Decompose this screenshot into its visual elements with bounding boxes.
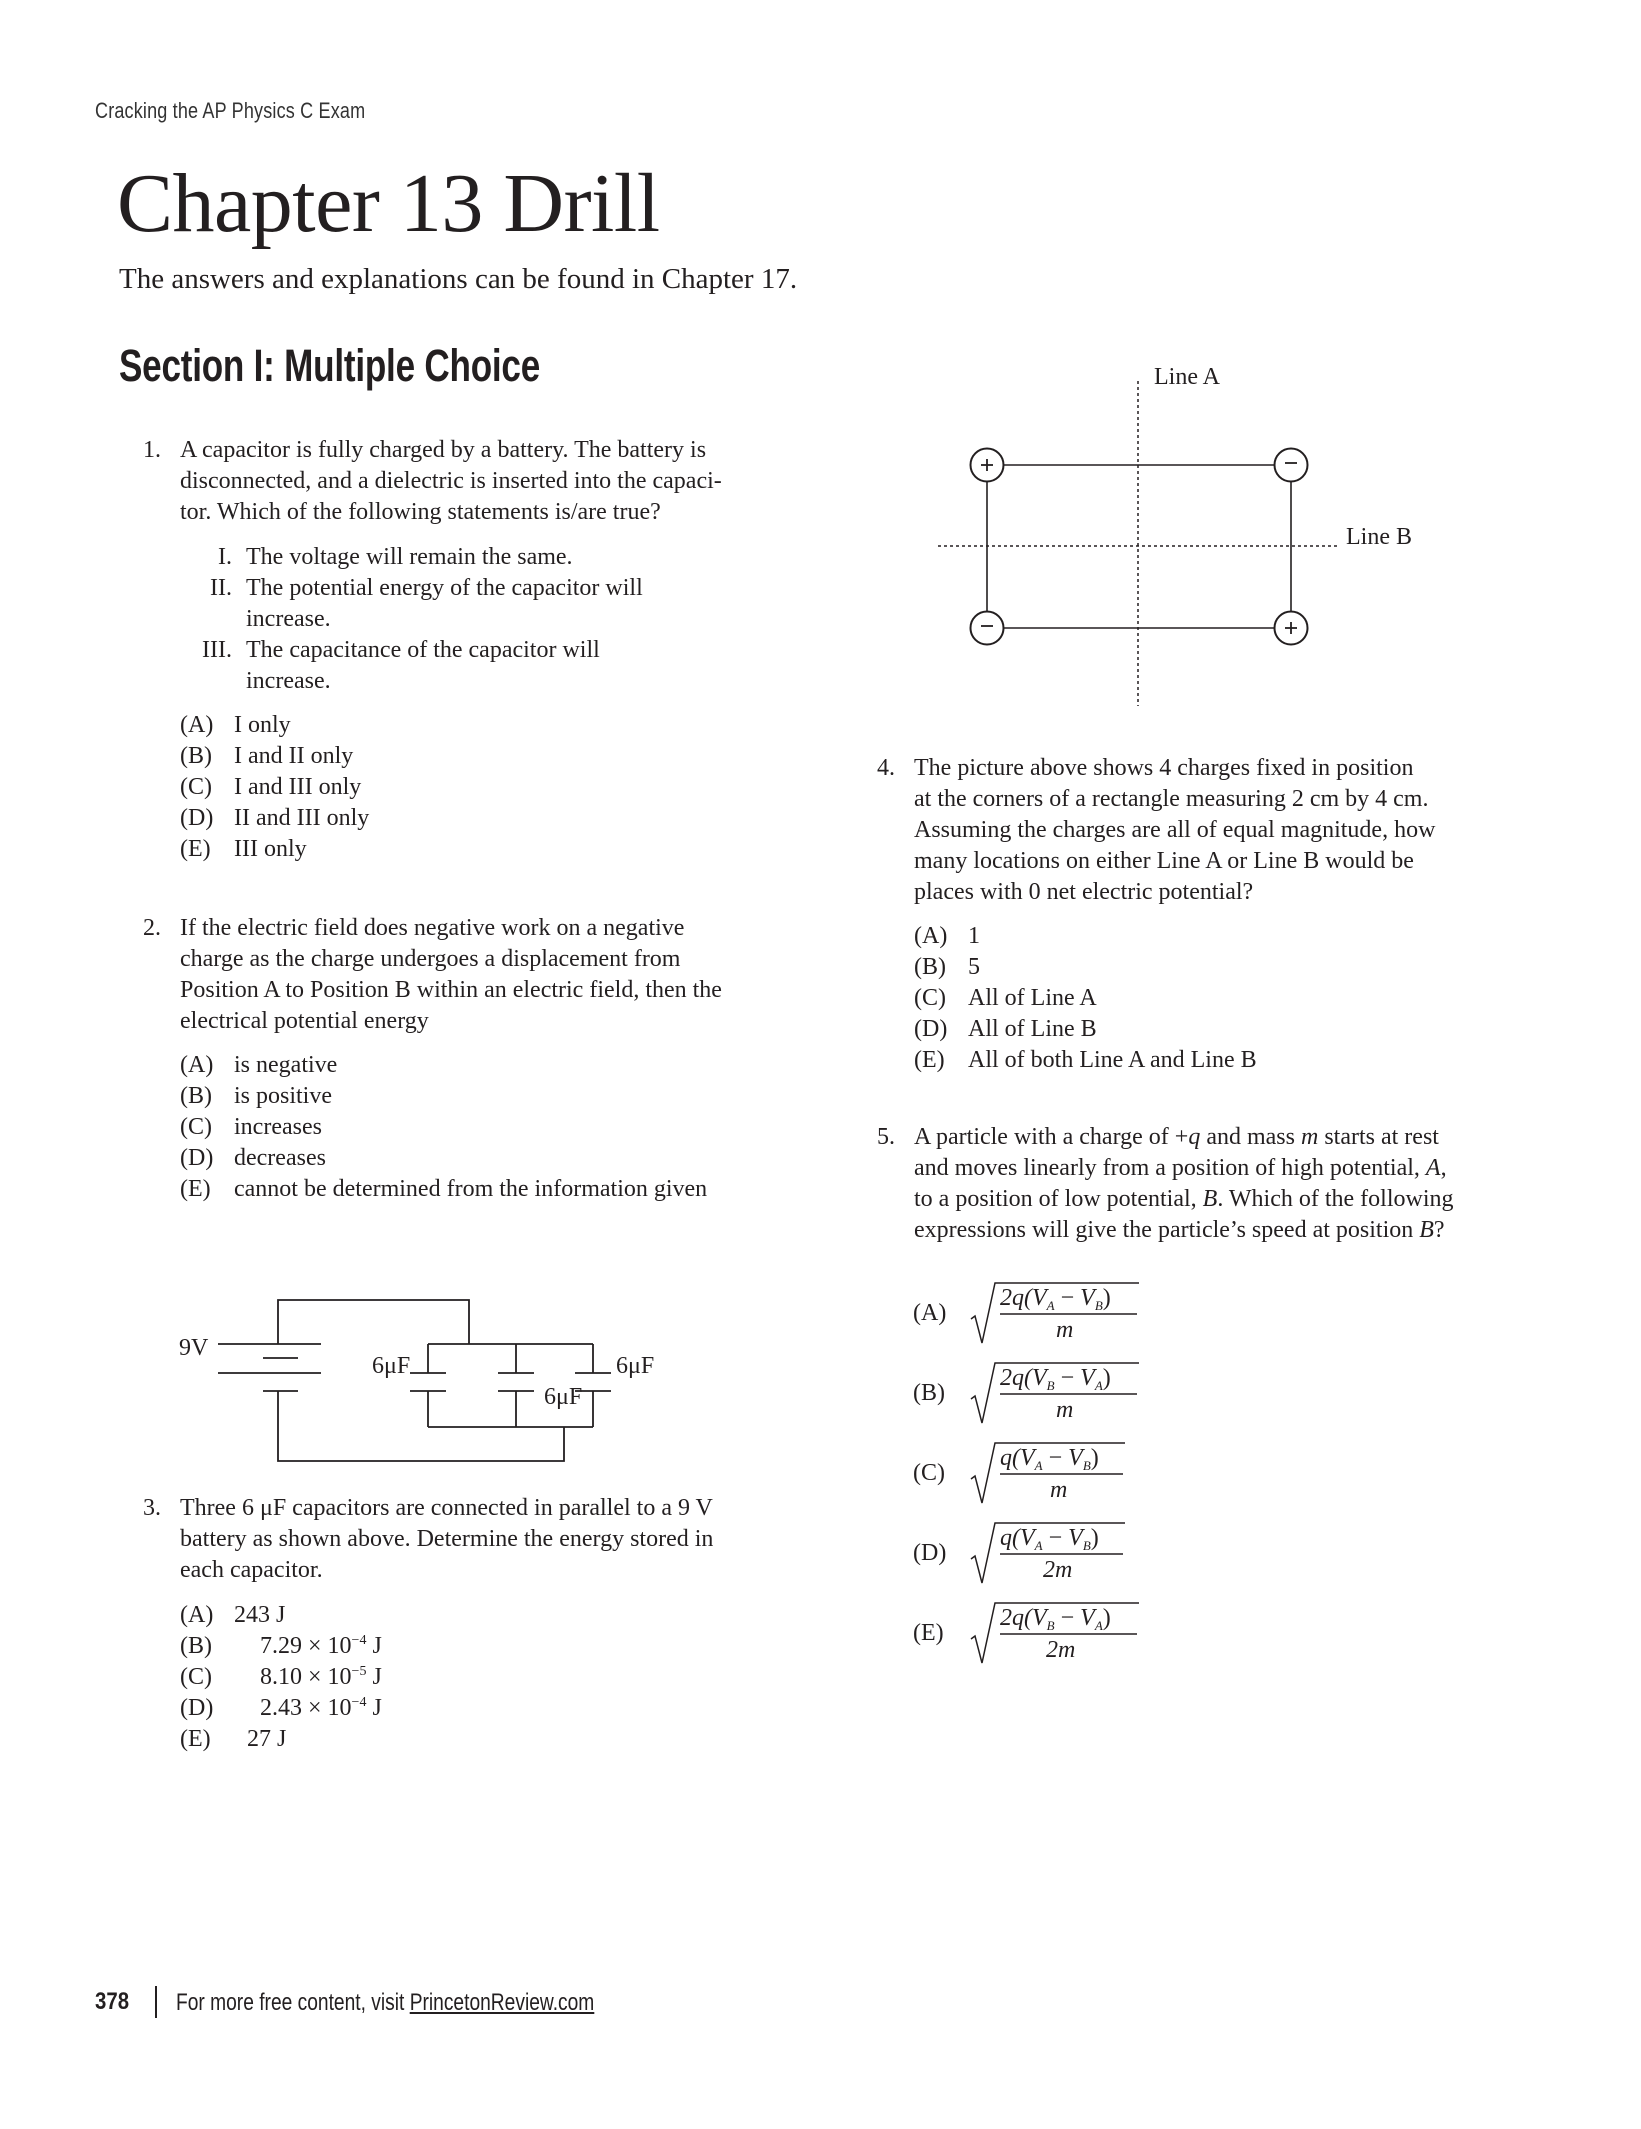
operator: −: [1054, 1285, 1081, 1311]
stem-line: disconnected, and a dielectric is inserted into the capaci-: [180, 468, 722, 494]
variable: V: [1032, 1365, 1047, 1391]
choice-label: (C): [180, 1664, 212, 1690]
stem-line: Three 6 μF capacitors are connected in parallel to a 9 V: [180, 1495, 713, 1521]
subscript: B: [1094, 1298, 1103, 1313]
statement-text: The capacitance of the capacitor will: [246, 637, 600, 663]
stem-text: ?: [1433, 1217, 1445, 1243]
unit: J: [366, 1664, 382, 1690]
variable-q: q: [1188, 1124, 1201, 1150]
statement-text: The potential energy of the capacitor will: [246, 575, 643, 601]
paren: ): [1102, 1285, 1111, 1311]
question-4: [877, 753, 1517, 1083]
question-number: 1.: [143, 437, 161, 463]
paren: ): [1102, 1605, 1111, 1631]
statement-text: The voltage will remain the same.: [246, 544, 573, 570]
choice-a[interactable]: [914, 921, 980, 952]
question-number: 4.: [877, 755, 895, 781]
unit: J: [366, 1695, 382, 1721]
stem-text: to a position of low potential,: [914, 1186, 1203, 1212]
choice-e[interactable]: [180, 1724, 287, 1755]
stem-text: expressions will give the particle’s speed at position: [914, 1217, 1420, 1243]
variable: V: [1080, 1365, 1095, 1391]
variable: V: [1068, 1525, 1083, 1551]
chapter-title: Chapter 13 Drill: [117, 157, 660, 250]
choice-d[interactable]: [913, 1523, 1153, 1583]
footer-text: For more free content, visit: [176, 1989, 410, 2016]
subscript: A: [1034, 1538, 1043, 1553]
stem-line: at the corners of a rectangle measuring 2 cm by 4 cm.: [914, 786, 1429, 812]
choice-label: (B): [914, 954, 946, 980]
choice-label: (B): [180, 1633, 212, 1659]
variable: V: [1020, 1445, 1035, 1471]
question-stem: [180, 1493, 713, 1586]
paren: ): [1090, 1445, 1099, 1471]
question-stem: [914, 753, 1435, 908]
question-stem: [914, 1122, 1454, 1246]
choice-label: (A): [913, 1300, 947, 1326]
choice-a[interactable]: [913, 1283, 1153, 1343]
stem-line: The picture above shows 4 charges fixed in position: [914, 755, 1414, 781]
statement-numeral: III.: [202, 637, 232, 663]
choice-label: (D): [914, 1016, 948, 1042]
subscript: A: [1046, 1298, 1055, 1313]
choice-label: (D): [180, 1145, 214, 1171]
choice-text: 7.29 × 10: [260, 1633, 352, 1659]
stem-line: [914, 1122, 1454, 1153]
choice-text: All of both Line A and Line B: [968, 1047, 1257, 1073]
choice-label: (D): [180, 805, 214, 831]
stem-line: many locations on either Line A or Line B would be: [914, 848, 1414, 874]
exponent: −4: [351, 1633, 367, 1648]
choice-text: 27 J: [247, 1726, 287, 1752]
choice-text: II and III only: [234, 805, 370, 831]
denominator: 2m: [1046, 1637, 1076, 1663]
capacitor-label-middle: 6μF: [544, 1384, 583, 1410]
stem-line: [914, 1215, 1454, 1246]
variable: V: [1020, 1525, 1035, 1551]
capacitor-label-right: 6μF: [616, 1353, 655, 1379]
choice-text: I and II only: [234, 743, 354, 769]
variable-a: A: [1425, 1155, 1441, 1181]
choice-a[interactable]: [180, 1600, 286, 1631]
stem-line: Assuming the charges are all of equal magnitude, how: [914, 817, 1436, 843]
exponent: −5: [351, 1664, 367, 1679]
operator: −: [1054, 1365, 1081, 1391]
choice-text: decreases: [234, 1145, 326, 1171]
subscript: A: [1094, 1618, 1103, 1633]
choice-label: (D): [180, 1695, 214, 1721]
stem-line: places with 0 net electric potential?: [914, 879, 1254, 905]
variable: V: [1032, 1285, 1047, 1311]
stem-line: battery as shown above. Determine the energy stored in: [180, 1526, 714, 1552]
operator: −: [1054, 1605, 1081, 1631]
paren: ): [1090, 1525, 1099, 1551]
chapter-subtitle: The answers and explanations can be found in Chapter 17.: [119, 263, 798, 295]
variable-m: m: [1300, 1124, 1319, 1150]
choice-label: (C): [914, 985, 946, 1011]
choice-label: (B): [180, 1083, 212, 1109]
stem-line: electrical potential energy: [180, 1008, 429, 1034]
choice-text: All of Line B: [968, 1016, 1097, 1042]
choice-d[interactable]: [914, 1014, 1097, 1045]
coefficient: q(: [1000, 1445, 1020, 1471]
denominator: m: [1056, 1317, 1074, 1343]
subscript: B: [1046, 1378, 1055, 1393]
choice-text: is negative: [234, 1052, 338, 1078]
statement-numeral: II.: [210, 575, 232, 601]
subscript: B: [1082, 1458, 1091, 1473]
unit: J: [366, 1633, 382, 1659]
stem-text: and moves linearly from a position of high potential,: [914, 1155, 1426, 1181]
stem-line: If the electric field does negative work on a negative: [180, 915, 685, 941]
choice-label: (E): [914, 1047, 945, 1073]
choice-label: (E): [180, 1726, 211, 1752]
footer-promo: [176, 1989, 594, 2017]
choice-c[interactable]: [913, 1443, 1153, 1503]
statement-text: increase.: [246, 668, 331, 694]
choice-label: (E): [913, 1620, 944, 1646]
choice-label: (C): [180, 774, 212, 800]
choice-label: (A): [180, 1602, 214, 1628]
variable: V: [1080, 1285, 1095, 1311]
question-3: [143, 1493, 793, 1763]
subscript: B: [1082, 1538, 1091, 1553]
coefficient: 2q(: [1000, 1365, 1032, 1391]
choice-text: 243 J: [234, 1602, 286, 1628]
choice-text: 8.10 × 10: [260, 1664, 352, 1690]
choice-text: cannot be determined from the information given: [234, 1176, 708, 1202]
denominator: m: [1050, 1477, 1068, 1503]
statement-text: increase.: [246, 606, 331, 632]
battery-label: 9V: [179, 1335, 209, 1361]
princeton-review-link[interactable]: PrincetonReview.com: [409, 1989, 595, 2016]
paren: ): [1102, 1365, 1111, 1391]
choice-b[interactable]: [914, 952, 980, 983]
coefficient: 2q(: [1000, 1605, 1032, 1631]
stem-line: charge as the charge undergoes a displacement from: [180, 946, 681, 972]
operator: −: [1042, 1445, 1069, 1471]
line-b-label: Line B: [1346, 524, 1412, 550]
choice-text: I and III only: [234, 774, 362, 800]
line-a-label: Line A: [1154, 364, 1220, 390]
choice-label: (D): [913, 1540, 947, 1566]
stem-text: . Which of the following: [1217, 1186, 1454, 1212]
choice-text: increases: [234, 1114, 322, 1140]
choice-e[interactable]: [914, 1045, 1257, 1076]
page-number: 378: [95, 1988, 130, 2015]
capacitor-label-left: 6μF: [372, 1353, 411, 1379]
choice-label: (A): [914, 923, 948, 949]
variable: V: [1032, 1605, 1047, 1631]
stem-line: A capacitor is fully charged by a battery. The battery is: [180, 437, 707, 463]
stem-text: ,: [1440, 1155, 1447, 1181]
variable: V: [1080, 1605, 1095, 1631]
footer-divider: [155, 1986, 157, 2018]
choice-label: (B): [913, 1380, 945, 1406]
stem-text: starts at rest: [1318, 1124, 1439, 1150]
exponent: −4: [351, 1695, 367, 1710]
choice-text: 5: [968, 954, 980, 980]
choice-text: is positive: [234, 1083, 333, 1109]
choice-text: III only: [234, 836, 307, 862]
choice-label: (B): [180, 743, 212, 769]
choice-label: (A): [180, 1052, 214, 1078]
choice-label: (C): [913, 1460, 945, 1486]
stem-line: [914, 1184, 1454, 1215]
coefficient: 2q(: [1000, 1285, 1032, 1311]
variable-b: B: [1202, 1186, 1218, 1212]
denominator: 2m: [1043, 1557, 1073, 1583]
operator: −: [1042, 1525, 1069, 1551]
coefficient: q(: [1000, 1525, 1020, 1551]
subscript: A: [1034, 1458, 1043, 1473]
stem-line: [914, 1153, 1454, 1184]
section-title: Section I: Multiple Choice: [119, 340, 541, 391]
choice-e[interactable]: [913, 1603, 1153, 1663]
stem-text: A particle with a charge of +: [914, 1124, 1189, 1150]
stem-line: tor. Which of the following statements is/are true?: [180, 499, 661, 525]
question-number: 3.: [143, 1495, 161, 1521]
choice-text: I only: [234, 712, 291, 738]
choice-b[interactable]: [913, 1363, 1153, 1423]
stem-line: each capacitor.: [180, 1557, 323, 1583]
choice-label: (C): [180, 1114, 212, 1140]
choice-label: (E): [180, 1176, 211, 1202]
subscript: B: [1046, 1618, 1055, 1633]
choice-c[interactable]: [914, 983, 1097, 1014]
choice-text: All of Line A: [968, 985, 1097, 1011]
choice-text: 1: [968, 923, 980, 949]
answer-choices: [914, 921, 1257, 1076]
question-5: [877, 1122, 1517, 1252]
variable: V: [1068, 1445, 1083, 1471]
statement-numeral: I.: [218, 544, 232, 570]
choice-text: 2.43 × 10: [260, 1695, 352, 1721]
choice-label: (A): [180, 712, 214, 738]
denominator: m: [1056, 1397, 1074, 1423]
variable-b: B: [1419, 1217, 1434, 1243]
stem-text: and mass: [1200, 1124, 1301, 1150]
question-number: 5.: [877, 1124, 895, 1150]
subscript: A: [1094, 1378, 1103, 1393]
choice-label: (E): [180, 836, 211, 862]
running-head: Cracking the AP Physics C Exam: [95, 98, 366, 123]
question-number: 2.: [143, 915, 161, 941]
stem-line: Position A to Position B within an electric field, then the: [180, 977, 722, 1003]
